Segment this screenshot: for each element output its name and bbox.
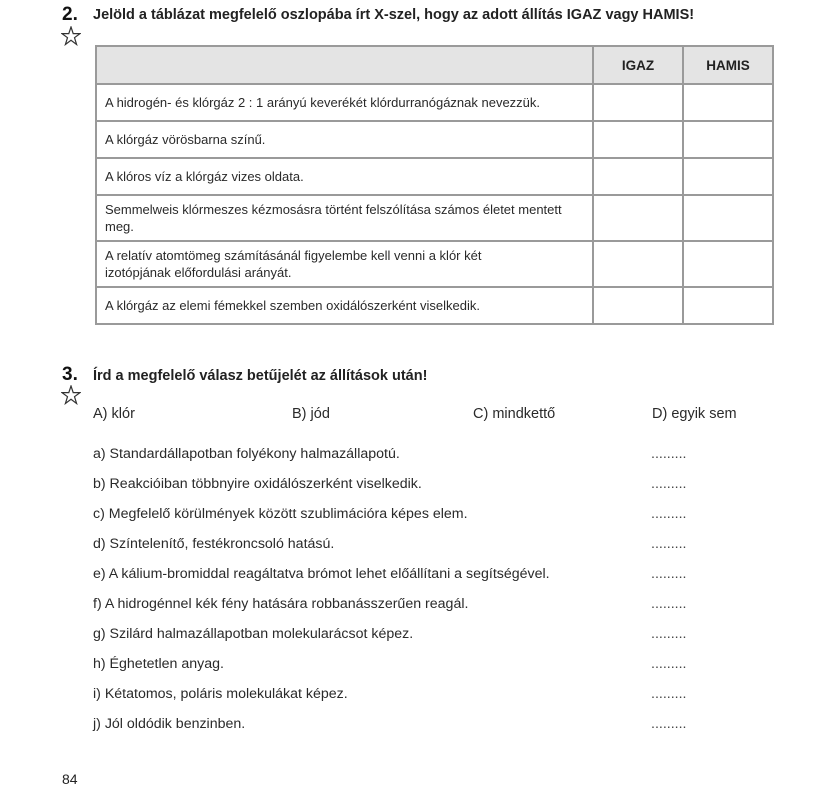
table-header-igaz: IGAZ bbox=[593, 46, 683, 84]
statement-line-1: Semmelweis klórmeszes kézmosásra történt felszólítása számos életet mentett meg. bbox=[105, 202, 562, 234]
answer-blank[interactable]: ......... bbox=[651, 476, 687, 492]
statement-cell bbox=[96, 195, 593, 241]
answer-blank[interactable]: ......... bbox=[651, 656, 687, 672]
list-item bbox=[93, 506, 713, 536]
statement-text: A relatív atomtömeg számításánál figyelembe kell venni a klór két izotópjának előfordulási arányát. bbox=[105, 248, 482, 280]
option-d: D) egyik sem bbox=[652, 406, 737, 422]
page-number: 84 bbox=[62, 771, 78, 787]
list-item bbox=[93, 536, 713, 566]
answer-blank[interactable]: ......... bbox=[651, 596, 687, 612]
option-b: B) jód bbox=[292, 406, 330, 422]
task-3-number: 3. bbox=[62, 364, 78, 385]
answer-blank[interactable]: ......... bbox=[651, 626, 687, 642]
answer-blank[interactable]: ......... bbox=[651, 566, 687, 582]
list-item bbox=[93, 686, 713, 716]
answer-blank[interactable]: ......... bbox=[651, 506, 687, 522]
option-c: C) mindkettő bbox=[473, 406, 556, 422]
item-text: b) Reakcióiban többnyire oxidálószerként viselkedik. bbox=[93, 476, 422, 492]
item-text: h) Éghetetlen anyag. bbox=[93, 656, 224, 672]
statement-cell: A klóros víz a klórgáz vizes oldata. bbox=[96, 158, 593, 195]
task-2-instruction: Jelöld a táblázat megfelelő oszlopába írt X-szel, hogy az adott állítás IGAZ vagy HAMIS! bbox=[93, 7, 695, 23]
igaz-answer-cell[interactable] bbox=[593, 158, 683, 195]
table-row bbox=[96, 84, 773, 121]
true-false-table bbox=[95, 45, 774, 325]
item-text: c) Megfelelő körülmények között szublimációra képes elem. bbox=[93, 506, 468, 522]
statement-cell: A klórgáz vörösbarna színű. bbox=[96, 121, 593, 158]
option-a: A) klór bbox=[93, 406, 135, 422]
task-2-number: 2. bbox=[62, 4, 78, 25]
list-item bbox=[93, 596, 713, 626]
igaz-answer-cell[interactable] bbox=[593, 241, 683, 287]
answer-blank[interactable]: ......... bbox=[651, 446, 687, 462]
statement-cell bbox=[96, 241, 593, 287]
hamis-answer-cell[interactable] bbox=[683, 287, 773, 324]
list-item bbox=[93, 446, 713, 476]
hamis-answer-cell[interactable] bbox=[683, 158, 773, 195]
igaz-answer-cell[interactable] bbox=[593, 84, 683, 121]
igaz-answer-cell[interactable] bbox=[593, 287, 683, 324]
igaz-answer-cell[interactable] bbox=[593, 195, 683, 241]
statement-cell: A klórgáz az elemi fémekkel szemben oxidálószerként viselkedik. bbox=[96, 287, 593, 324]
table-header-hamis: HAMIS bbox=[683, 46, 773, 84]
item-text: i) Kétatomos, poláris molekulákat képez. bbox=[93, 686, 348, 702]
statement-cell: A hidrogén- és klórgáz 2 : 1 arányú keverékét klórdurranógáznak nevezzük. bbox=[96, 84, 593, 121]
answer-blank[interactable]: ......... bbox=[651, 716, 687, 732]
star-outline-icon bbox=[61, 26, 81, 46]
item-text: f) A hidrogénnel kék fény hatására robbanásszerűen reagál. bbox=[93, 596, 469, 612]
list-item bbox=[93, 476, 713, 506]
answer-blank[interactable]: ......... bbox=[651, 536, 687, 552]
list-item bbox=[93, 656, 713, 686]
list-item bbox=[93, 716, 713, 746]
hamis-answer-cell[interactable] bbox=[683, 121, 773, 158]
table-row bbox=[96, 195, 773, 241]
table-header-statement bbox=[96, 46, 593, 84]
hamis-answer-cell[interactable] bbox=[683, 195, 773, 241]
item-text: e) A kálium-bromiddal reagáltatva brómot lehet előállítani a segítségével. bbox=[93, 566, 550, 582]
answer-blank[interactable]: ......... bbox=[651, 686, 687, 702]
igaz-answer-cell[interactable] bbox=[593, 121, 683, 158]
item-text: g) Szilárd halmazállapotban molekularácsot képez. bbox=[93, 626, 414, 642]
table-row bbox=[96, 287, 773, 324]
item-text: d) Színtelenítő, festékroncsoló hatású. bbox=[93, 536, 335, 552]
list-item bbox=[93, 566, 713, 596]
table-row bbox=[96, 158, 773, 195]
table-row bbox=[96, 121, 773, 158]
item-text: j) Jól oldódik benzinben. bbox=[93, 716, 246, 732]
star-outline-icon bbox=[61, 385, 81, 405]
table-row bbox=[96, 241, 773, 287]
hamis-answer-cell[interactable] bbox=[683, 241, 773, 287]
item-text: a) Standardállapotban folyékony halmazállapotú. bbox=[93, 446, 400, 462]
hamis-answer-cell[interactable] bbox=[683, 84, 773, 121]
statement-list bbox=[93, 446, 713, 746]
table-header-row bbox=[96, 46, 773, 84]
list-item bbox=[93, 626, 713, 656]
task-3-instruction: Írd a megfelelő válasz betűjelét az állítások után! bbox=[93, 368, 428, 384]
